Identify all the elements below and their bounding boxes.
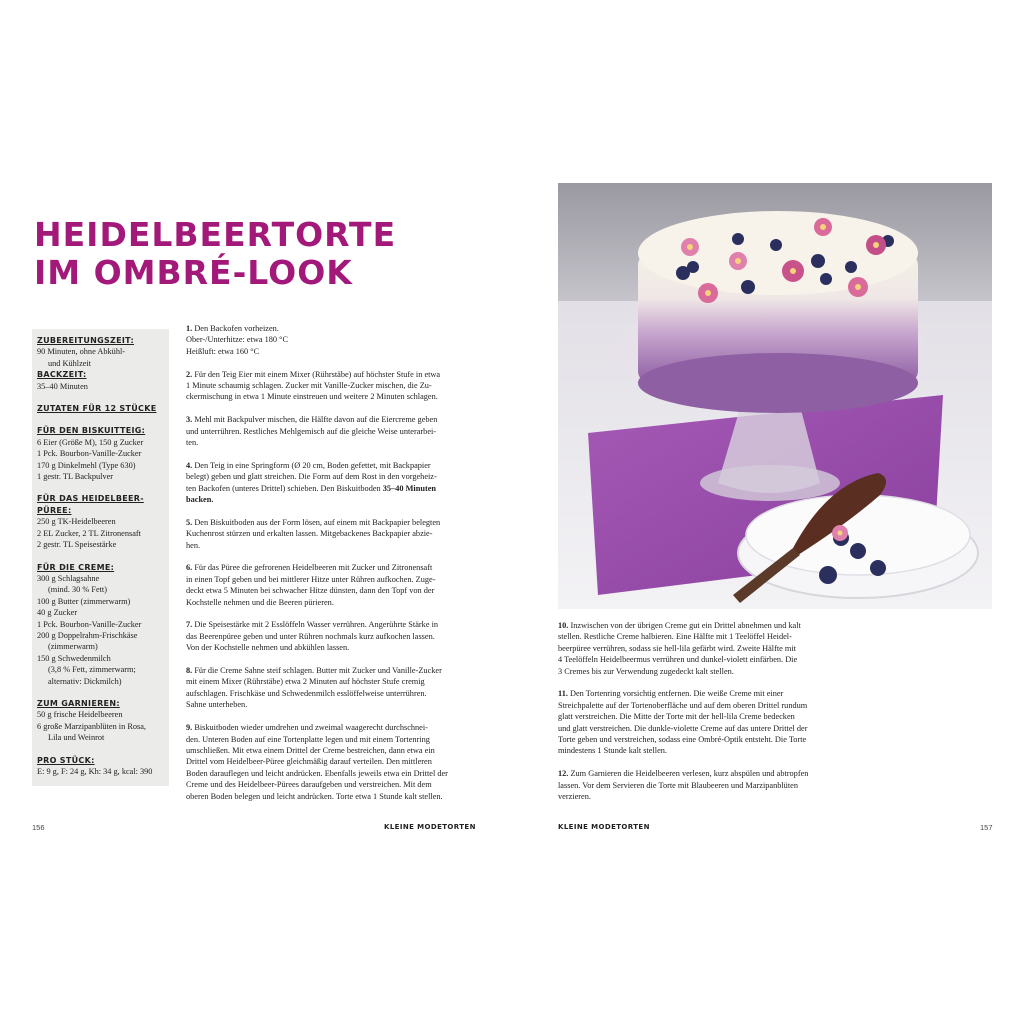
instructions-column-left xyxy=(186,323,476,813)
puree-heading-2: PÜREE: xyxy=(37,505,72,515)
puree-heading-1: FÜR DAS HEIDELBEER- xyxy=(37,494,144,504)
step-3: 3. Mehl mit Backpulver mischen, die Hälfte davon auf die Eiercreme geben und unterrühren. Restliches Mehlgemisch auf die gleiche Weise unterarbei- ten. xyxy=(186,415,438,448)
prep-time-note: und Kühlzeit xyxy=(48,358,92,368)
instructions-column-right xyxy=(558,620,848,814)
step-9: 9. Biskuitboden wieder umdrehen und zweimal waagerecht durchschnei- den. Unteren Boden auf eine Tortenplatte legen und mit einem Tortenring umschließen. Mit etwa einem Drittel der Creme bestreichen, dann etwa ein Drittel vom Heidelbeer-Püree gleichmäßig darauf verteilen. Den mittleren Boden darauflegen und leicht andrücken. Ebenfalls jeweils etwa ein Drittel der Creme und des Heidelbeer-Pürees daraufgeben und verstreichen. Mit dem oberen Boden belegen und leicht andrücken. Torte etwa 1 Stunde kalt stellen. xyxy=(186,723,448,801)
ingredient-item: 50 g frische Heidelbeeren xyxy=(37,710,123,720)
ingredient-item: 300 g Schlagsahne xyxy=(37,573,100,583)
ingredient-item: 200 g Doppelrahm-Frischkäse xyxy=(37,630,138,640)
running-footer-right: KLEINE MODETORTEN xyxy=(558,823,650,831)
ingredient-note: (mind. 30 % Fett) xyxy=(48,585,107,595)
cake-photo xyxy=(558,183,992,609)
page-number-right: 157 xyxy=(980,823,993,832)
step-2: 2. Für den Teig Eier mit einem Mixer (Rührstäbe) auf höchster Stufe in etwa 1 Minute schaumig schlagen. Zucker mit Vanille-Zucker mischen, die Zu- ckermischung in etwa 1 Minute einstreuen und weitere 2 Minuten schlagen. xyxy=(186,369,441,402)
ingredient-item: 250 g TK-Heidelbeeren xyxy=(37,517,116,527)
ingredient-item: 1 Pck. Bourbon-Vanille-Zucker xyxy=(37,449,142,459)
running-footer-left: KLEINE MODETORTEN xyxy=(384,823,476,831)
step-10: 10. Inzwischen von der übrigen Creme gut ein Drittel abnehmen und kalt stellen. Restliche Creme halbieren. Eine Hälfte mit 1 Teelöffel Heidel- beerpüree verrühren, sodass sie hell-lila gefärbt wird. Zweite Hälfte mit 4 Teelöffeln Heidelbeermus verrühren und dunkel-violett einfärben. Die 3 Cremes bis zur Verwendung zugedeckt kalt stellen. xyxy=(558,621,801,676)
ingredient-item: 1 gestr. TL Backpulver xyxy=(37,472,114,482)
nutrition-heading: PRO STÜCK: xyxy=(37,755,95,765)
biskuit-heading: FÜR DEN BISKUITTEIG: xyxy=(37,426,146,436)
ingredient-item: 170 g Dinkelmehl (Type 630) xyxy=(37,460,136,470)
recipe-title xyxy=(34,216,434,292)
prep-time-heading: ZUBEREITUNGSZEIT: xyxy=(37,336,134,345)
step-11: 11. Den Tortenring vorsichtig entfernen. Die weiße Creme mit einer Streichpalette auf der Tortenoberfläche und auf dem oberen Drittel rundum glatt verstreichen. Die Mitte der Torte mit der hell-lila Creme bedecken und glatt verstreichen. Die dunkle-violette Creme auf das untere Drittel der Torte geben und verstreichen, sodass eine Ombré-Optik entsteht. Die Torte mindestens 1 Stunde kalt stellen. xyxy=(558,689,808,756)
garnish-heading: ZUM GARNIEREN: xyxy=(37,698,120,708)
ingredient-item: 6 große Marzipanblüten in Rosa, xyxy=(37,721,146,731)
ingredient-note: (3,8 % Fett, zimmerwarm; xyxy=(48,665,136,675)
ingredient-item: 100 g Butter (zimmerwarm) xyxy=(37,596,131,606)
step-4: 4. Den Teig in eine Springform (Ø 20 cm, Boden gefettet, mit Backpapier belegt) geben und glatt streichen. Die Form auf dem Rost in den vorgeheiz- ten Backofen (unteres Drittel) schieben. Den Biskuitboden 35–40 Minuten backen. xyxy=(186,460,437,505)
nutrition-values: E: 9 g, F: 24 g, Kh: 34 g, kcal: 390 xyxy=(37,767,153,776)
prep-time-value: 90 Minuten, ohne Abkühl- xyxy=(37,347,126,357)
cake-stand-foot xyxy=(700,465,840,501)
step-6: 6. Für das Püree die gefrorenen Heidelbeeren mit Zucker und Zitronensaft in einen Topf geben und bei mittlerer Hitze unter Rühren aufkochen. Zuge- deckt etwa 5 Minuten bei schwacher Hitze dünsten, dann den Topf von der Kochstelle nehmen und die Beeren pürieren. xyxy=(186,563,436,607)
ingredient-item: 2 EL Zucker, 2 TL Zitronensaft xyxy=(37,528,141,538)
ingredient-item: 2 gestr. TL Speisestärke xyxy=(37,540,117,550)
ingredient-note: (zimmerwarm) xyxy=(48,642,98,652)
creme-heading: FÜR DIE CREME: xyxy=(37,562,115,572)
title-line-1: HEIDELBEERTORTE xyxy=(34,215,397,254)
ingredient-note: Lila und Weinrot xyxy=(48,733,105,743)
bake-time-value: 35–40 Minuten xyxy=(37,381,88,391)
cake-bottom xyxy=(638,353,918,413)
step-1: 1. Den Backofen vorheizen. Ober-/Unterhitze: etwa 180 °C Heißluft: etwa 160 °C xyxy=(186,324,288,356)
step-8: 8. Für die Creme Sahne steif schlagen. Butter mit Zucker und Vanille-Zucker mit einem Mixer (Rührstäbe) etwa 2 Minuten auf höchster Stufe cremig aufschlagen. Frischkäse und Schwedenmilch esslöffelweise unterrühren. Sahne unterheben. xyxy=(186,666,442,710)
step-5: 5. Den Biskuitboden aus der Form lösen, auf einem mit Backpapier belegten Kuchenrost stürzen und erkalten lassen. Mitgebackenes Backpapier abzie- hen. xyxy=(186,517,441,550)
bake-time-heading: BACKZEIT: xyxy=(37,370,87,380)
page-number-left: 156 xyxy=(32,823,45,832)
ingredients-sidebar xyxy=(32,329,169,786)
ingredient-note: alternativ: Dickmilch) xyxy=(48,676,122,686)
ingredient-item: 6 Eier (Größe M), 150 g Zucker xyxy=(37,437,144,447)
ingredient-item: 1 Pck. Bourbon-Vanille-Zucker xyxy=(37,619,142,629)
step-7: 7. Die Speisestärke mit 2 Esslöffeln Wasser verrühren. Angerührte Stärke in das Beerenpüree geben und unter Rühren nochmals kurz aufkochen lassen. Von der Kochstelle nehmen und abkühlen lassen. xyxy=(186,620,439,653)
servings-heading: ZUTATEN FÜR 12 STÜCKE xyxy=(37,404,157,414)
step-12: 12. Zum Garnieren die Heidelbeeren verlesen, kurz abspülen und abtropfen lassen. Vor dem Servieren die Torte mit Blaubeeren und Marzipanblüten verzieren. xyxy=(558,769,809,802)
title-line-2: IM OMBRÉ-LOOK xyxy=(34,253,353,292)
ingredient-item: 150 g Schwedenmilch xyxy=(37,653,111,663)
ingredient-item: 40 g Zucker xyxy=(37,608,78,618)
